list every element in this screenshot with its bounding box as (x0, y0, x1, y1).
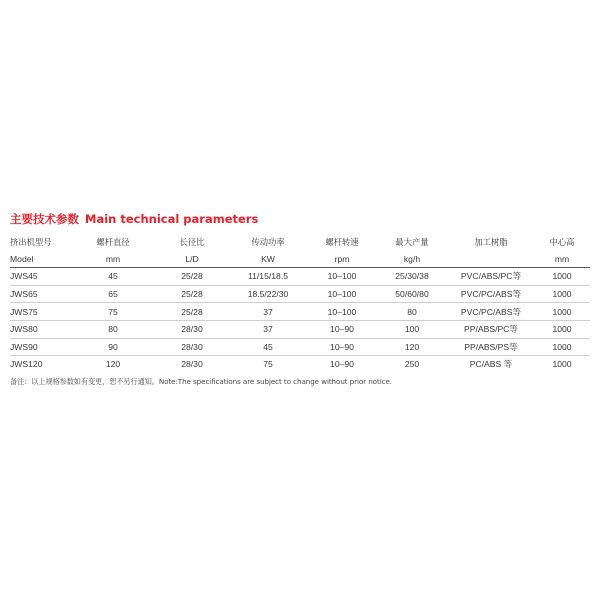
cell-screw-diameter: 90 (70, 338, 156, 356)
cell-max-output: 250 (404, 359, 420, 370)
cell-screw-speed: 10–90 (308, 320, 376, 338)
cell-drive-power: 37 (228, 320, 308, 338)
cell-resin: PVC/PC/ABS等 (448, 285, 534, 303)
cell-center-height: 1000 (534, 303, 590, 321)
cell-ld-ratio: 28/30 (156, 320, 228, 338)
header-center-height-unit: mm (534, 251, 590, 268)
parameters-table-body (10, 234, 590, 373)
table-row (10, 303, 590, 321)
table-row (10, 320, 590, 338)
table-row (10, 285, 590, 303)
cell-center-height: 1000 (534, 320, 590, 338)
cell-center-height: 1000 (534, 285, 590, 303)
cell-screw-speed: 10–100 (308, 303, 376, 321)
cell-ld-ratio: 25/28 (156, 285, 228, 303)
cell-model: JWS75 (10, 303, 70, 321)
cell-screw-diameter: 45 (70, 268, 156, 286)
cell-screw-speed: 10–90 (330, 359, 354, 370)
heading-chinese: 主要技术参数 (10, 212, 79, 226)
header-ld-ratio-unit: L/D (156, 251, 228, 268)
cell-ld-ratio: 25/28 (156, 303, 228, 321)
header-screw-speed-cn: 螺杆转速 (325, 237, 359, 248)
cell-drive-power: 37 (228, 303, 308, 321)
section-heading (10, 211, 590, 227)
header-drive-power-unit: KW (228, 251, 308, 268)
table-row (10, 356, 590, 373)
cell-screw-diameter: 65 (70, 285, 156, 303)
cell-max-output: 80 (376, 303, 448, 321)
cell-screw-diameter: 80 (70, 320, 156, 338)
header-screw-diameter-cn: 螺杆直径 (96, 237, 130, 248)
footnote: 备注：以上规格参数如有变更，恕不另行通知。Note:The specifications are subject to change without prior notice. (10, 376, 392, 386)
cell-ld-ratio: 28/30 (156, 338, 228, 356)
cell-center-height: 1000 (534, 338, 590, 356)
heading-english: Main technical parameters (85, 212, 259, 226)
header-screw-speed-unit: rpm (308, 251, 376, 268)
cell-resin: PC/ABS 等 (469, 359, 513, 370)
cell-max-output: 120 (376, 338, 448, 356)
cell-model: JWS65 (10, 285, 70, 303)
header-model-cn: 挤出机型号 (10, 237, 52, 248)
cell-resin: PP/ABS/PS等 (448, 338, 534, 356)
cell-drive-power: 75 (263, 359, 273, 370)
cell-screw-diameter: 75 (70, 303, 156, 321)
header-screw-diameter-unit: mm (70, 251, 156, 268)
cell-max-output: 100 (376, 320, 448, 338)
parameters-table (10, 234, 590, 373)
cell-model: JWS45 (10, 268, 70, 286)
cell-resin: PP/ABS/PC等 (448, 320, 534, 338)
cell-screw-speed: 10–100 (308, 268, 376, 286)
cell-resin: PVC/ABS/PC等 (448, 268, 534, 286)
header-row-units (10, 251, 590, 268)
header-resin-cn: 加工树脂 (474, 237, 508, 248)
header-model-en: Model (10, 251, 70, 268)
cell-model: JWS80 (10, 320, 70, 338)
cell-drive-power: 18.5/22/30 (228, 285, 308, 303)
cell-screw-speed: 10–90 (308, 338, 376, 356)
header-row-chinese (10, 234, 590, 251)
header-max-output-cn: 最大产量 (395, 237, 429, 248)
cell-screw-diameter: 120 (105, 359, 121, 370)
cell-drive-power: 11/15/18.5 (228, 268, 308, 286)
cell-ld-ratio: 25/28 (156, 268, 228, 286)
cell-screw-speed: 10–100 (308, 285, 376, 303)
technical-parameters-section (10, 211, 590, 387)
cell-max-output: 25/30/38 (376, 268, 448, 286)
table-row (10, 338, 590, 356)
header-ld-ratio-cn: 长径比 (179, 237, 205, 248)
cell-drive-power: 45 (228, 338, 308, 356)
table-row (10, 268, 590, 286)
header-center-height-cn: 中心高 (549, 237, 575, 248)
cell-model: JWS90 (10, 338, 70, 356)
cell-resin: PVC/PC/ABS等 (448, 303, 534, 321)
header-drive-power-cn: 传动功率 (251, 237, 285, 248)
header-resin-unit (448, 251, 534, 268)
cell-center-height: 1000 (534, 268, 590, 286)
cell-ld-ratio: 28/30 (181, 359, 203, 370)
cell-center-height: 1000 (552, 359, 572, 370)
header-max-output-unit: kg/h (376, 251, 448, 268)
cell-model: JWS120 (10, 359, 43, 370)
cell-max-output: 50/60/80 (376, 285, 448, 303)
